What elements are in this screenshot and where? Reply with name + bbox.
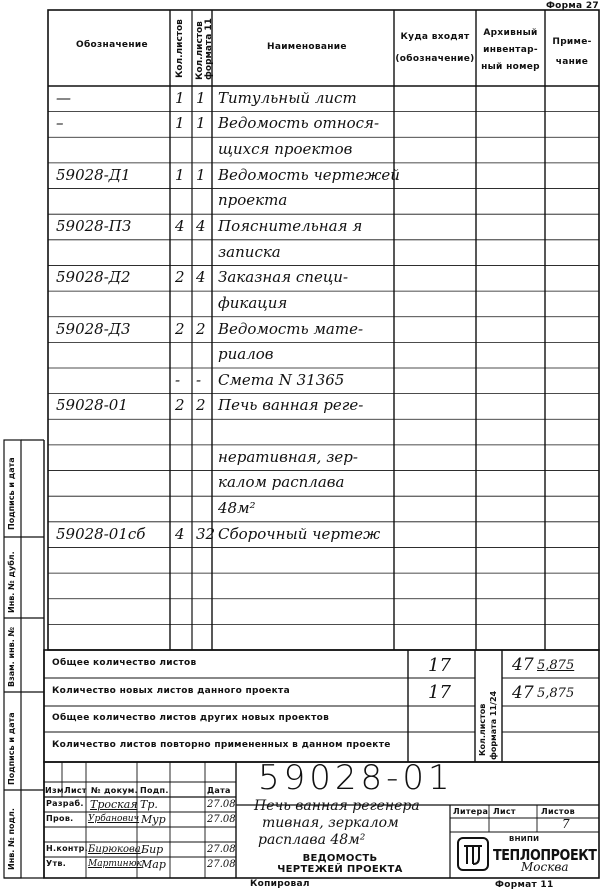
header-format-1: Кол.листов xyxy=(195,21,205,80)
row-name: проекта xyxy=(218,191,288,210)
row-sheets: 2 xyxy=(175,319,185,338)
row-name: Титульный лист xyxy=(218,88,357,107)
stamp-head-list: Лист xyxy=(64,786,87,795)
org-name: ТЕПЛОПРОЕКТ xyxy=(493,846,597,864)
row-name: Ведомость чертежей xyxy=(218,165,400,184)
row-designation: — xyxy=(56,88,71,107)
form-label: Форма 27 xyxy=(545,1,599,11)
stamp-sheets: Листов xyxy=(541,807,575,816)
org-small: ВНИПИ xyxy=(509,835,540,843)
row-name: Сборочный чертеж xyxy=(218,524,381,543)
stamp-sign-razrab: Тр. xyxy=(140,798,158,811)
row-format: 1 xyxy=(196,88,206,107)
header-sheets: Кол.листов xyxy=(175,19,185,78)
row-name: Заказная специ- xyxy=(218,268,349,287)
row-name: Ведомость мате- xyxy=(218,319,364,338)
row-name: 48м² xyxy=(218,499,256,517)
row-format: 2 xyxy=(196,319,206,338)
row-name: калом расплава xyxy=(218,473,345,492)
row-format: 1 xyxy=(196,114,206,133)
row-sheets: 1 xyxy=(175,114,185,133)
row-designation: 59028-01 xyxy=(56,396,128,415)
stamp-name-nkontr: Бирюкова xyxy=(88,844,141,855)
stamp-role-utv: Утв. xyxy=(46,859,67,868)
stamp-sheets-value: 7 xyxy=(562,817,570,831)
row-sheets: 1 xyxy=(175,88,185,107)
row-name: фикация xyxy=(218,293,288,312)
stamp-name-utv: Мартинюк xyxy=(88,859,142,869)
header-note-2: чание xyxy=(555,57,589,67)
stamp-litera: Литера xyxy=(453,807,489,816)
stamp-designation: 59028-01 xyxy=(258,758,454,798)
total-label-2: Количество новых листов данного проекта xyxy=(52,686,290,696)
stamp-date-prov: 27.08 xyxy=(207,814,236,825)
header-where-2: (обозначение) xyxy=(395,54,475,64)
stamp-head-sign: Подп. xyxy=(140,786,169,795)
header-archive-3: ный номер xyxy=(481,62,540,72)
header-where-1: Куда входят xyxy=(400,32,470,42)
stamp-head-doc: № докум. xyxy=(91,786,138,795)
total-format2-1: 5,875 xyxy=(537,658,575,673)
row-name: неративная, зер- xyxy=(218,447,358,466)
stamp-date-razrab: 27.08 xyxy=(207,799,236,810)
row-name: щихся проектов xyxy=(218,140,353,159)
stamp-title-hw-1: Печь ванная регенера xyxy=(254,798,420,814)
header-note-1: Приме- xyxy=(552,37,592,47)
row-sheets: 4 xyxy=(175,217,185,235)
side-label-inv-podl: Инв. № подл. xyxy=(7,808,16,870)
row-sheets: 4 xyxy=(175,524,185,543)
total-label-1: Общее количество листов xyxy=(52,658,197,668)
row-sheets: 1 xyxy=(175,165,185,184)
stamp-name-razrab: Троская xyxy=(90,798,138,811)
stamp-sheet: Лист xyxy=(493,807,516,816)
stamp-role-nkontr: Н.контр. xyxy=(46,844,88,853)
row-format: 32 xyxy=(196,524,216,543)
stamp-role-prov: Пров. xyxy=(46,814,74,823)
total-sheets-1: 17 xyxy=(428,655,451,676)
totals-col-label-2: формата 11/24 xyxy=(489,690,498,760)
totals-col-label-1: Кол.листов xyxy=(478,703,487,756)
row-designation: 59028-ПЗ xyxy=(56,217,132,235)
stamp-title-hw-2: тивная, зеркалом xyxy=(262,815,399,831)
row-format: 2 xyxy=(196,396,206,415)
row-designation: 59028-Д3 xyxy=(56,319,131,338)
side-label-sign-date-2: Подпись и дата xyxy=(7,712,16,785)
total-label-3: Общее количество листов других новых проектов xyxy=(52,713,330,723)
row-name: риалов xyxy=(218,345,274,364)
row-format: 4 xyxy=(196,268,206,287)
stamp-sign-utv: Мар xyxy=(141,858,166,871)
header-format-2: формата 11 xyxy=(204,18,214,80)
stamp-sign-nkontr: Бир xyxy=(141,843,164,856)
row-format: 1 xyxy=(196,165,206,184)
footer-format: Формат 11 xyxy=(495,880,554,890)
row-name: Ведомость относя- xyxy=(218,114,380,133)
total-label-4: Количество листов повторно примененных в данном проекте xyxy=(52,740,391,750)
side-label-inv-dubl: Инв. № дубл. xyxy=(7,551,16,613)
org-city: Москва xyxy=(521,860,569,874)
side-label-vzam-inv: Взам. инв. № xyxy=(7,626,16,687)
total-format2-2: 5,875 xyxy=(537,686,575,701)
row-designation: – xyxy=(56,114,64,133)
total-format-2: 47 xyxy=(512,683,534,703)
stamp-role-razrab: Разраб. xyxy=(46,799,84,808)
row-designation: 59028-Д2 xyxy=(56,268,131,287)
stamp-title-print-1: ВЕДОМОСТЬ xyxy=(302,853,378,864)
stamp-date-utv: 27.08 xyxy=(207,859,236,870)
row-format: 4 xyxy=(196,217,206,235)
stamp-sign-prov: Мур xyxy=(141,813,166,826)
row-designation: 59028-01сб xyxy=(56,524,146,543)
stamp-head-izm: Изм xyxy=(45,786,64,795)
side-label-sign-date: Подпись и дата xyxy=(7,457,16,530)
header-designation: Обозначение xyxy=(76,40,148,50)
row-sheets: 2 xyxy=(175,268,185,287)
org-logo xyxy=(456,836,490,874)
header-archive-2: инвентар- xyxy=(483,45,538,55)
row-name: Печь ванная реге- xyxy=(218,396,364,415)
row-name: Смета N 31365 xyxy=(218,370,345,389)
total-format-1: 47 xyxy=(512,655,534,675)
header-archive-1: Архивный xyxy=(483,28,538,38)
row-format: - xyxy=(196,370,202,389)
header-name: Наименование xyxy=(267,42,347,52)
stamp-title-print-2: ЧЕРТЕЖЕЙ ПРОЕКТА xyxy=(277,864,403,875)
footer-copied: Копировал xyxy=(250,879,310,889)
row-sheets: 2 xyxy=(175,396,185,415)
row-designation: 59028-Д1 xyxy=(56,165,131,184)
row-sheets: - xyxy=(175,370,181,389)
row-name: Пояснительная я xyxy=(218,217,363,235)
stamp-title-hw-3: расплава 48м² xyxy=(258,832,366,848)
total-sheets-2: 17 xyxy=(428,682,451,703)
stamp-head-date: Дата xyxy=(207,786,231,795)
row-name: записка xyxy=(218,242,281,261)
stamp-date-nkontr: 27.08 xyxy=(207,844,236,855)
stamp-name-prov: Урбанович xyxy=(88,814,140,824)
